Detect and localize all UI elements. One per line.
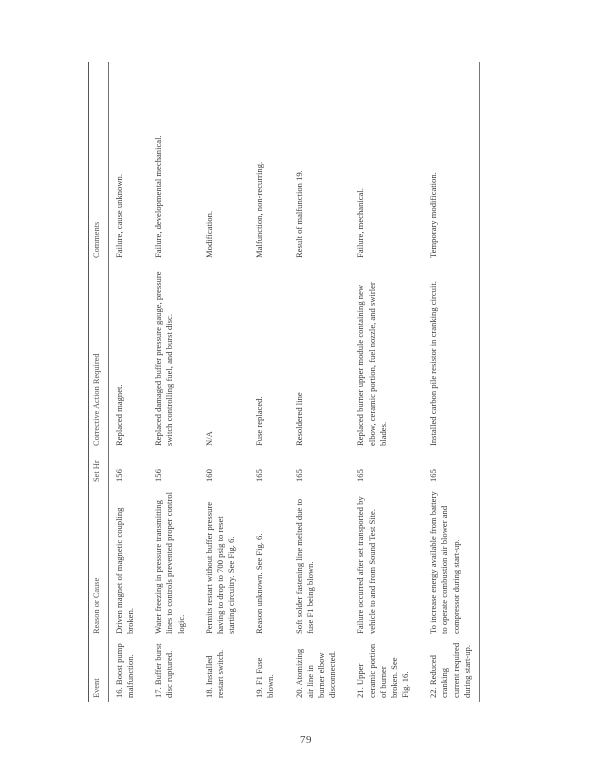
cell-event: 22. Reduced cranking current required during start-up. — [428, 642, 472, 698]
rotated-table-page — [88, 62, 528, 702]
cell-comments: Result of malfunction 19. — [293, 170, 304, 258]
cell-comments: Failure, cause unknown. — [113, 173, 124, 258]
table-row — [108, 62, 148, 702]
cell-reason: Reason unknown. See Fig. 6. — [254, 533, 265, 634]
cell-set-hr: 165 — [293, 469, 304, 482]
header-comments: Comments — [89, 62, 108, 262]
table-header-row — [89, 62, 108, 702]
malfunction-log-table — [89, 62, 479, 702]
cell-event: 17. Buffer burst disc ruptured. — [153, 643, 175, 698]
cell-set-hr: 165 — [254, 469, 265, 482]
cell-event: 18. Installed restart switch. — [203, 649, 225, 698]
table-row — [423, 62, 479, 702]
header-action: Corrective Action Required — [89, 262, 108, 450]
table-row — [199, 62, 250, 702]
cell-comments: Malfunction, non-recurring. — [254, 161, 265, 258]
cell-set-hr: 156 — [153, 469, 164, 482]
header-reason: Reason or Cause — [89, 486, 108, 638]
table-row — [289, 62, 351, 702]
cell-reason: To increase energy available from battery to operate combustion air blower and compressor during start-up. — [428, 491, 461, 634]
cell-comments: Failure, mechanical. — [355, 188, 366, 258]
header-event: Event — [89, 638, 108, 702]
cell-action: Installed carbon pile resistor in cranking circuit. — [428, 281, 439, 446]
cell-set-hr: 160 — [203, 469, 214, 482]
cell-event: 21. Upper ceramic portion of burner broken. See Fig. 16. — [355, 643, 411, 698]
cell-reason: Failure occurred after set transported by vehicle to and from Sound Test Site. — [355, 496, 377, 634]
cell-reason: Permits restart without buffer pressure having to drop to 700 psig to reset starting circuitry. See Fig. 6. — [203, 501, 237, 634]
cell-event: 20. Atomizing air line in burner elbow disconnected. — [293, 648, 338, 698]
cell-action: N/A — [203, 431, 214, 446]
cell-event: 16. Boost pump malfunction. — [113, 643, 136, 698]
table-bottom-rule — [479, 62, 480, 702]
cell-reason: Water freezing in pressure transmitting lines to controls prevented proper control logic. — [153, 492, 186, 634]
cell-reason: Driven magnet of magnetic coupling broken. — [113, 507, 136, 634]
cell-set-hr: 156 — [113, 469, 124, 482]
cell-comments: Modification. — [203, 210, 214, 258]
cell-action: Replaced magnet. — [113, 384, 124, 446]
table-row — [148, 62, 199, 702]
page-number: 79 — [300, 734, 312, 746]
cell-set-hr: 165 — [355, 469, 366, 482]
cell-action: Replaced burner upper module containing new elbow, ceramic portion, fuel nozzle, and swirler blades. — [355, 282, 388, 446]
cell-set-hr: 165 — [428, 469, 439, 482]
cell-action: Replaced damaged buffer pressure gauge, pressure switch controlling fuel, and burst disc. — [153, 271, 175, 446]
cell-action: Fuse replaced. — [254, 396, 265, 446]
cell-reason: Soft solder fastening line melted due to fuse F1 being blown. — [293, 498, 315, 634]
cell-action: Resoldered line — [293, 392, 304, 446]
cell-comments: Failure, developmental mechanical. — [153, 135, 164, 258]
table-row — [350, 62, 423, 702]
header-set-hr: Set Hr — [89, 450, 108, 486]
table-row — [249, 62, 288, 702]
cell-event: 19. F1 Fuse blown. — [254, 657, 276, 698]
cell-comments: Temporary modification. — [428, 172, 439, 258]
